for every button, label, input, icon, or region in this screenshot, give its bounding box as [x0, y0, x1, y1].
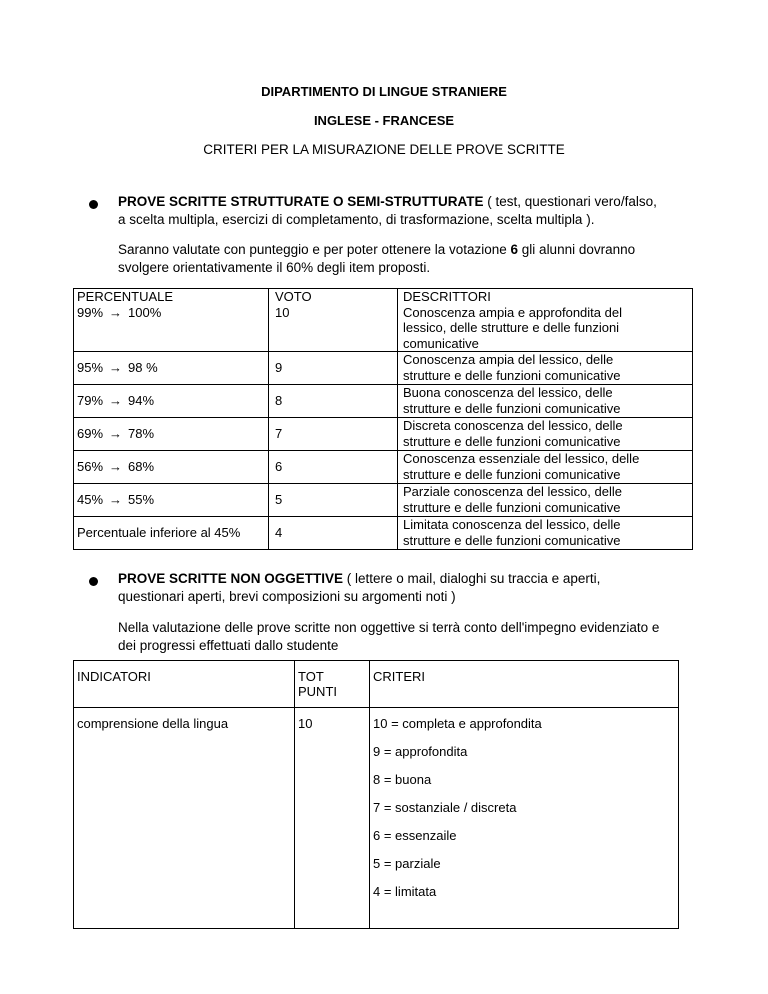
- voto-cell: [269, 289, 398, 352]
- arrow-right-icon: →: [109, 459, 123, 474]
- desc-cell: [398, 451, 693, 484]
- desc-line: strutture e delle funzioni comunicative: [403, 532, 621, 548]
- arrow-right-icon: →: [109, 426, 123, 441]
- table-row: [74, 484, 693, 517]
- range-from: 79%: [77, 393, 104, 408]
- bullet-icon: [89, 577, 98, 586]
- desc-cell: [398, 418, 693, 451]
- desc-cell: [398, 484, 693, 517]
- section2-heading-line2: questionari aperti, brevi composizioni su argomenti noti ): [118, 589, 456, 604]
- voto-value: 4: [269, 517, 398, 550]
- table-row: [74, 451, 693, 484]
- percent-cell: [74, 451, 269, 484]
- range-to: 94%: [128, 393, 155, 408]
- criterio-item: 6 = essenzaile: [373, 828, 457, 843]
- section2-heading-bold: PROVE SCRITTE NON OGGETTIVE: [118, 571, 344, 586]
- percent-label: Percentuale inferiore al 45%: [74, 517, 269, 550]
- range-to: 98 %: [128, 360, 158, 375]
- criterio-item: 8 = buona: [373, 772, 432, 787]
- section2-note-line1: Nella valutazione delle prove scritte non oggettive si terrà conto dell'impegno evidenziato e: [118, 620, 660, 635]
- desc-line: Conoscenza essenziale del lessico, delle: [403, 451, 640, 466]
- table-row: [74, 418, 693, 451]
- voto-value: 5: [269, 484, 398, 517]
- percent-cell: [74, 289, 269, 352]
- header-criteri: CRITERI: [370, 661, 679, 708]
- percent-cell: [74, 484, 269, 517]
- table-row: [74, 289, 693, 352]
- indicatore-cell: comprensione della lingua: [74, 708, 295, 929]
- desc-line: Buona conoscenza del lessico, delle: [403, 385, 613, 400]
- section2-heading-rest: ( lettere o mail, dialoghi su traccia e aperti,: [343, 571, 601, 586]
- desc-line: strutture e delle funzioni comunicative: [403, 499, 621, 515]
- range-from: 99%: [77, 304, 104, 320]
- section1-note: [118, 241, 708, 277]
- voto-value: 6: [269, 451, 398, 484]
- arrow-right-icon: →: [109, 492, 123, 507]
- header-percentuale: PERCENTUALE: [77, 289, 174, 304]
- page-subtitle: CRITERI PER LA MISURAZIONE DELLE PROVE SCRITTE: [203, 142, 565, 157]
- arrow-right-icon: →: [109, 360, 123, 375]
- desc-cell: [398, 352, 693, 385]
- table-row: [74, 352, 693, 385]
- voto-value: 10: [275, 304, 290, 320]
- desc-line: Limitata conoscenza del lessico, delle: [403, 517, 621, 532]
- table-row: [74, 517, 693, 550]
- desc-cell: [398, 289, 693, 352]
- header-voto: VOTO: [275, 289, 312, 304]
- criteri-cell: [370, 708, 679, 929]
- languages-title: INGLESE - FRANCESE: [313, 113, 455, 128]
- section2-note-line2: dei progressi effettuati dallo studente: [118, 638, 339, 653]
- section1-heading: [118, 193, 708, 229]
- desc-line: strutture e delle funzioni comunicative: [403, 367, 621, 383]
- percent-cell: [74, 352, 269, 385]
- criterio-item: 5 = parziale: [373, 856, 441, 871]
- percent-cell: [74, 418, 269, 451]
- criterio-item: 4 = limitata: [373, 884, 437, 899]
- section2-note: [118, 619, 708, 655]
- arrow-right-icon: →: [109, 304, 123, 320]
- range-to: 100%: [128, 304, 162, 320]
- table-row: [74, 385, 693, 418]
- desc-cell: [398, 385, 693, 418]
- header-indicatori: INDICATORI: [74, 661, 295, 708]
- punti-cell: 10: [295, 708, 370, 929]
- percent-cell: [74, 385, 269, 418]
- range-from: 45%: [77, 492, 104, 507]
- range-from: 95%: [77, 360, 104, 375]
- desc-line: Conoscenza ampia e approfondita del: [403, 304, 622, 320]
- department-title: DIPARTIMENTO DI LINGUE STRANIERE: [261, 84, 507, 99]
- arrow-right-icon: →: [109, 393, 123, 408]
- range-to: 78%: [128, 426, 155, 441]
- section1-note-line2: svolgere orientativamente il 60% degli item proposti.: [118, 260, 431, 275]
- section2-heading: [118, 570, 708, 606]
- header-descrittori: DESCRITTORI: [403, 289, 491, 304]
- section1-heading-rest: ( test, questionari vero/falso,: [483, 194, 657, 209]
- table-row: [74, 661, 679, 708]
- range-to: 68%: [128, 459, 155, 474]
- desc-cell: [398, 517, 693, 550]
- criterio-item: 9 = approfondita: [373, 744, 468, 759]
- table-row: [74, 708, 679, 929]
- grading-table: [73, 288, 693, 550]
- desc-line: strutture e delle funzioni comunicative: [403, 400, 621, 416]
- criterio-item: 10 = completa e approfondita: [373, 716, 542, 731]
- bullet-icon: [89, 200, 98, 209]
- range-from: 69%: [77, 426, 104, 441]
- voto-value: 8: [269, 385, 398, 418]
- desc-line: strutture e delle funzioni comunicative: [403, 466, 621, 482]
- header-tot-punti: TOT PUNTI: [295, 661, 370, 708]
- desc-line: Conoscenza ampia del lessico, delle: [403, 352, 614, 367]
- criteria-table: [73, 660, 679, 929]
- section1-heading-line2: a scelta multipla, esercizi di completamento, di trasformazione, scelta multipla ).: [118, 212, 595, 227]
- desc-line: Discreta conoscenza del lessico, delle: [403, 418, 623, 433]
- desc-line: comunicative: [403, 335, 479, 351]
- percent-range: [77, 305, 265, 321]
- voto-value: 7: [269, 418, 398, 451]
- range-to: 55%: [128, 492, 155, 507]
- section1-note-post: gli alunni dovranno: [518, 242, 636, 257]
- section1-note-bold: 6: [510, 242, 519, 257]
- range-from: 56%: [77, 459, 104, 474]
- section1-heading-bold: PROVE SCRITTE STRUTTURATE O SEMI-STRUTTURATE: [118, 194, 484, 209]
- desc-line: Parziale conoscenza del lessico, delle: [403, 484, 622, 499]
- voto-value: 9: [269, 352, 398, 385]
- criterio-item: 7 = sostanziale / discreta: [373, 800, 517, 815]
- desc-line: strutture e delle funzioni comunicative: [403, 433, 621, 449]
- section1-note-pre: Saranno valutate con punteggio e per poter ottenere la votazione: [118, 242, 511, 257]
- desc-line: lessico, delle strutture e delle funzioni: [403, 320, 620, 335]
